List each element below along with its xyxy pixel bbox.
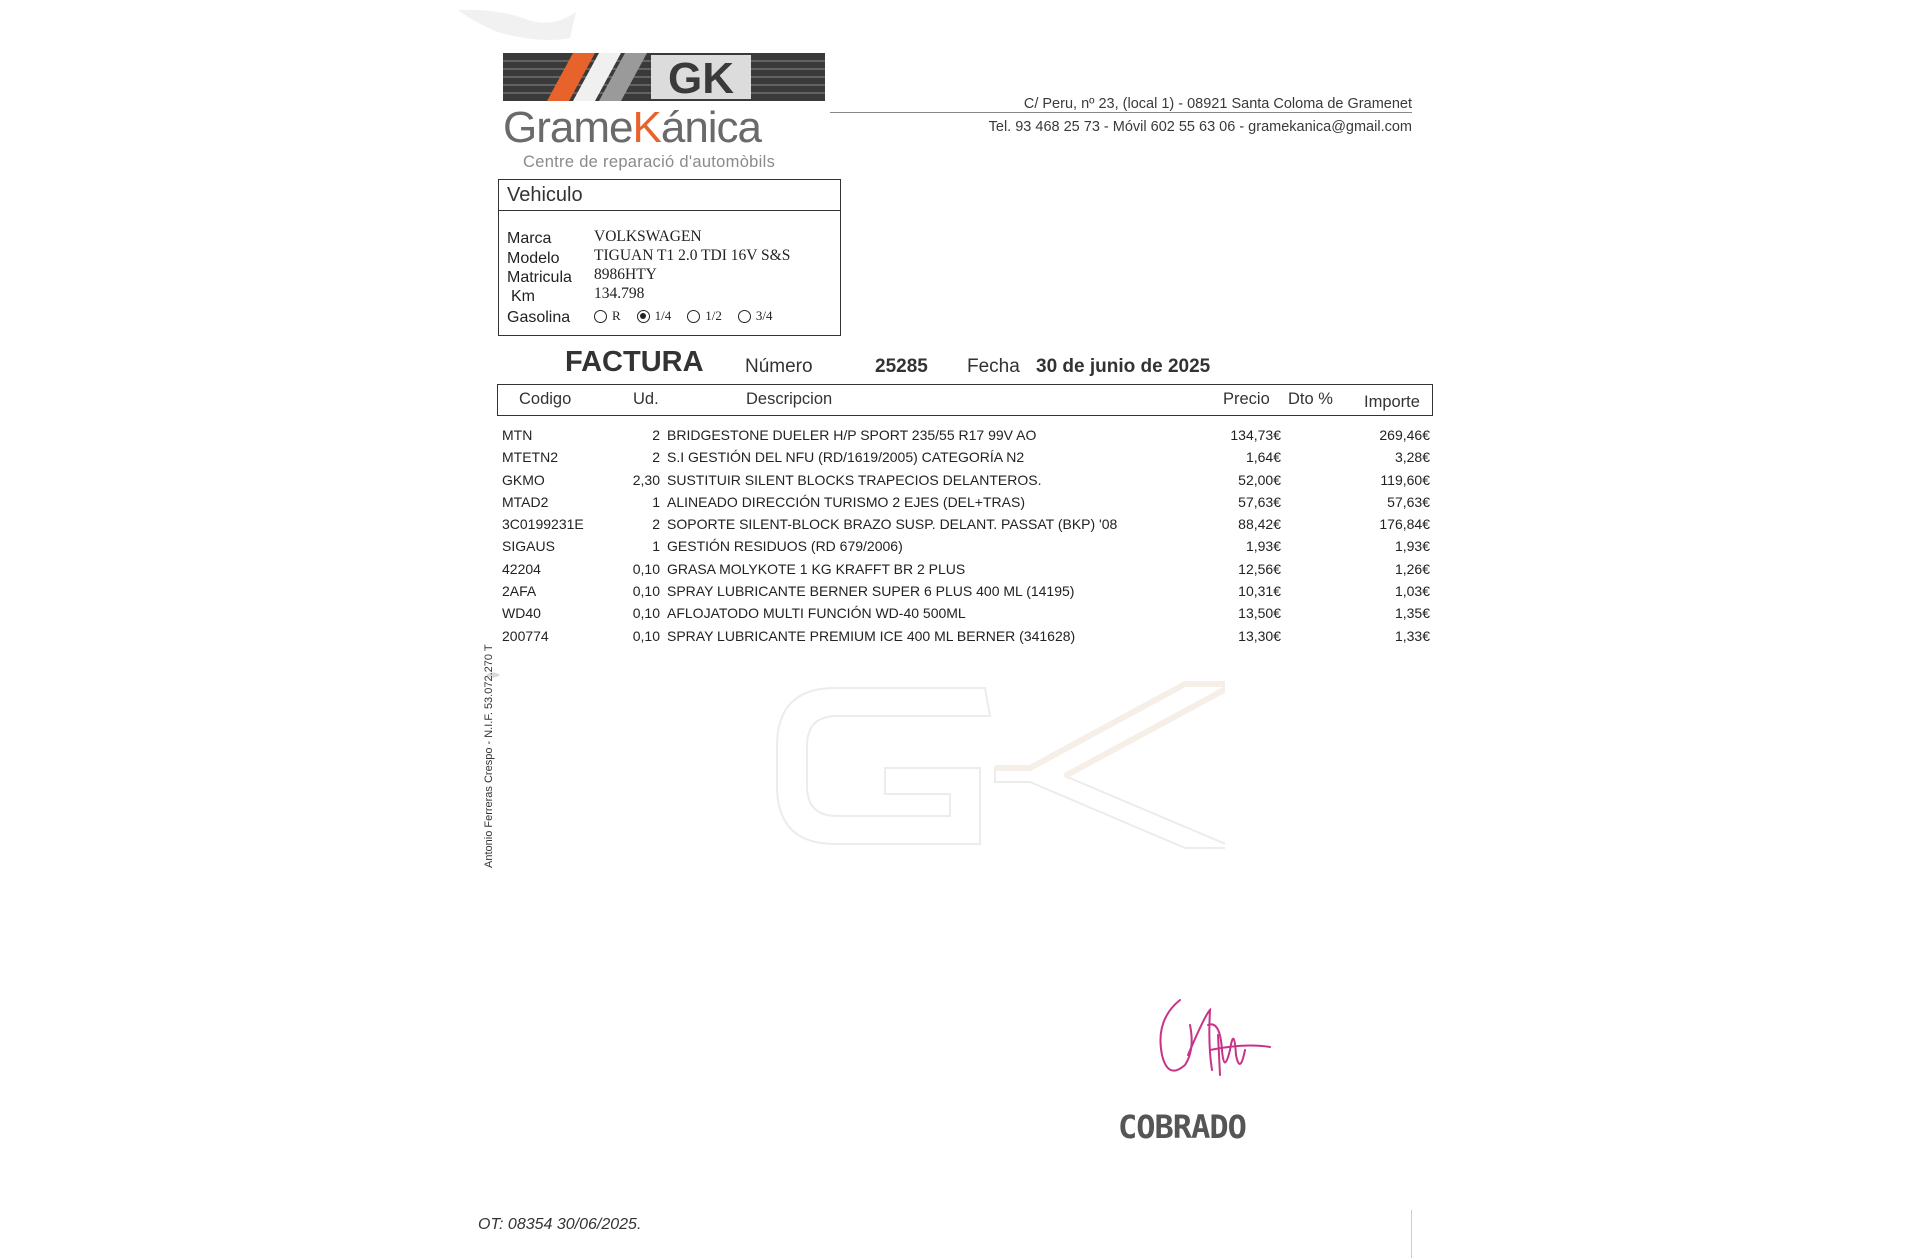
line-amount: 176,84€	[1379, 516, 1430, 533]
line-quantity: 2	[652, 427, 660, 443]
radio-three-quarter-icon	[738, 310, 751, 323]
line-price: 57,63€	[1238, 493, 1281, 510]
line-quantity: 2,30	[632, 471, 660, 488]
line-quantity: 1	[652, 493, 660, 510]
line-amount: 119,60€	[1380, 471, 1430, 488]
workshop-contact: Tel. 93 468 25 73 - Móvil 602 55 63 06 - gramekanica@gmail.com	[988, 119, 1412, 135]
invoice-date-label: Fecha	[967, 356, 1020, 377]
line-price: 52,00€	[1238, 471, 1281, 488]
line-amount: 1,26€	[1394, 560, 1430, 577]
gk-watermark-icon	[765, 676, 1225, 856]
gasolina-option-label: 1/2	[705, 308, 722, 323]
invoice-number-label: Número	[745, 356, 813, 377]
line-description: S.I GESTIÓN DEL NFU (RD/1619/2005) CATEGORÍA N2	[667, 449, 1025, 466]
brand-name	[503, 104, 761, 152]
line-quantity: 1	[652, 538, 660, 555]
gasolina-options	[594, 308, 773, 324]
line-description: ALINEADO DIRECCIÓN TURISMO 2 EJES (DEL+TRAS)	[667, 493, 1025, 510]
gk-logo-icon	[503, 53, 825, 101]
gasolina-option-three-quarter	[738, 308, 773, 324]
marca-label: Marca	[507, 230, 552, 247]
modelo-label: Modelo	[507, 250, 560, 267]
brand-suffix: ánica	[660, 103, 762, 152]
line-price: 1,93€	[1245, 538, 1281, 555]
table-row	[502, 427, 1432, 449]
line-quantity: 0,10	[632, 627, 660, 644]
invoice-title: FACTURA	[565, 346, 704, 378]
table-row	[502, 538, 1432, 560]
line-code: 2AFA	[502, 583, 537, 600]
brand-tagline: Centre de reparació d'automòbils	[523, 153, 776, 171]
gasolina-option-label: R	[612, 308, 621, 323]
invoice-number: 25285	[875, 356, 928, 377]
table-row	[502, 583, 1432, 605]
line-amount: 1,33€	[1394, 627, 1430, 644]
line-description: AFLOJATODO MULTI FUNCIÓN WD-40 500ML	[667, 605, 966, 622]
line-description: GRASA MOLYKOTE 1 KG KRAFFT BR 2 PLUS	[667, 560, 966, 577]
side-legal-text: Antonio Ferreras Crespo - N.I.F. 53.072.270 T	[483, 644, 495, 868]
gasolina-option-label: 3/4	[755, 308, 773, 323]
scan-edge-line	[1411, 1210, 1412, 1258]
scan-smudge	[458, 8, 578, 44]
table-row	[502, 561, 1432, 583]
line-quantity: 2	[652, 516, 660, 533]
gasolina-option-quarter	[637, 308, 672, 324]
work-order-reference: OT: 08354 30/06/2025.	[478, 1216, 642, 1233]
marca-value: VOLKSWAGEN	[594, 228, 702, 245]
line-code: MTN	[502, 427, 533, 443]
brand-k: K	[632, 103, 661, 152]
col-ud: Ud.	[633, 390, 659, 408]
table-row	[502, 494, 1432, 516]
signature-icon	[1150, 995, 1275, 1095]
line-code: MTAD2	[502, 493, 549, 510]
line-description: GESTIÓN RESIDUOS (RD 679/2006)	[667, 538, 903, 555]
matricula-label: Matricula	[507, 269, 572, 286]
table-row	[502, 605, 1432, 627]
line-code: 3C0199231E	[502, 516, 584, 533]
line-amount: 1,35€	[1394, 605, 1430, 622]
vehicle-box	[498, 179, 841, 336]
line-description: SPRAY LUBRICANTE PREMIUM ICE 400 ML BERNER (341628)	[667, 627, 1076, 644]
table-row	[502, 516, 1432, 538]
address-divider	[830, 112, 1412, 113]
line-quantity: 2	[652, 449, 660, 466]
line-price: 134,73€	[1230, 427, 1281, 443]
line-quantity: 0,10	[632, 583, 660, 600]
gasolina-option-label: 1/4	[654, 308, 672, 323]
invoice-date: 30 de junio de 2025	[1036, 356, 1211, 377]
line-price: 13,50€	[1238, 605, 1281, 622]
table-row	[502, 472, 1432, 494]
workshop-address: C/ Peru, nº 23, (local 1) - 08921 Santa Coloma de Gramenet	[1023, 96, 1412, 112]
modelo-value: TIGUAN T1 2.0 TDI 16V S&S	[594, 247, 791, 264]
table-row	[502, 628, 1432, 650]
line-price: 88,42€	[1238, 516, 1281, 533]
km-value: 134.798	[594, 285, 645, 302]
line-amount: 269,46€	[1379, 427, 1430, 443]
vehicle-title: Vehiculo	[499, 180, 840, 211]
line-price: 1,64€	[1245, 449, 1281, 466]
line-quantity: 0,10	[632, 560, 660, 577]
km-label: Km	[511, 288, 535, 305]
line-amount: 1,03€	[1394, 583, 1430, 600]
line-description: SOPORTE SILENT-BLOCK BRAZO SUSP. DELANT. PASSAT (BKP) '08	[667, 516, 1118, 533]
line-code: MTETN2	[502, 449, 558, 466]
col-codigo: Codigo	[519, 390, 572, 408]
line-amount: 3,28€	[1394, 449, 1430, 466]
paid-stamp: COBRADO	[1118, 1108, 1246, 1146]
line-price: 12,56€	[1238, 560, 1281, 577]
line-amount: 1,93€	[1394, 538, 1430, 555]
line-description: SPRAY LUBRICANTE BERNER SUPER 6 PLUS 400 ML (14195)	[667, 583, 1075, 600]
line-code: GKMO	[502, 471, 545, 488]
table-row	[502, 449, 1432, 471]
gasolina-option-half	[687, 308, 722, 324]
gasolina-label: Gasolina	[507, 309, 571, 326]
gasolina-option-r	[594, 308, 621, 324]
invoice-lines	[502, 427, 1432, 650]
line-price: 13,30€	[1238, 627, 1281, 644]
brand-prefix: Grame	[503, 103, 633, 152]
line-price: 10,31€	[1238, 583, 1281, 600]
matricula-value: 8986HTY	[594, 266, 657, 283]
col-importe: Importe	[1364, 393, 1420, 411]
radio-selected-icon	[637, 310, 650, 323]
table-header	[497, 384, 1433, 416]
col-descripcion: Descripcion	[746, 390, 833, 408]
radio-half-icon	[687, 310, 700, 323]
radio-r-icon	[594, 310, 607, 323]
col-precio: Precio	[1223, 390, 1270, 408]
line-code: WD40	[502, 605, 541, 622]
line-quantity: 0,10	[632, 605, 660, 622]
line-description: SUSTITUIR SILENT BLOCKS TRAPECIOS DELANTEROS.	[667, 471, 1042, 488]
col-dto: Dto %	[1288, 390, 1333, 408]
line-code: SIGAUS	[502, 538, 555, 555]
line-code: 200774	[502, 627, 549, 644]
line-amount: 57,63€	[1387, 493, 1430, 510]
line-code: 42204	[502, 560, 541, 577]
line-description: BRIDGESTONE DUELER H/P SPORT 235/55 R17 99V AO	[667, 427, 1037, 443]
logo-text: GK	[668, 54, 734, 101]
